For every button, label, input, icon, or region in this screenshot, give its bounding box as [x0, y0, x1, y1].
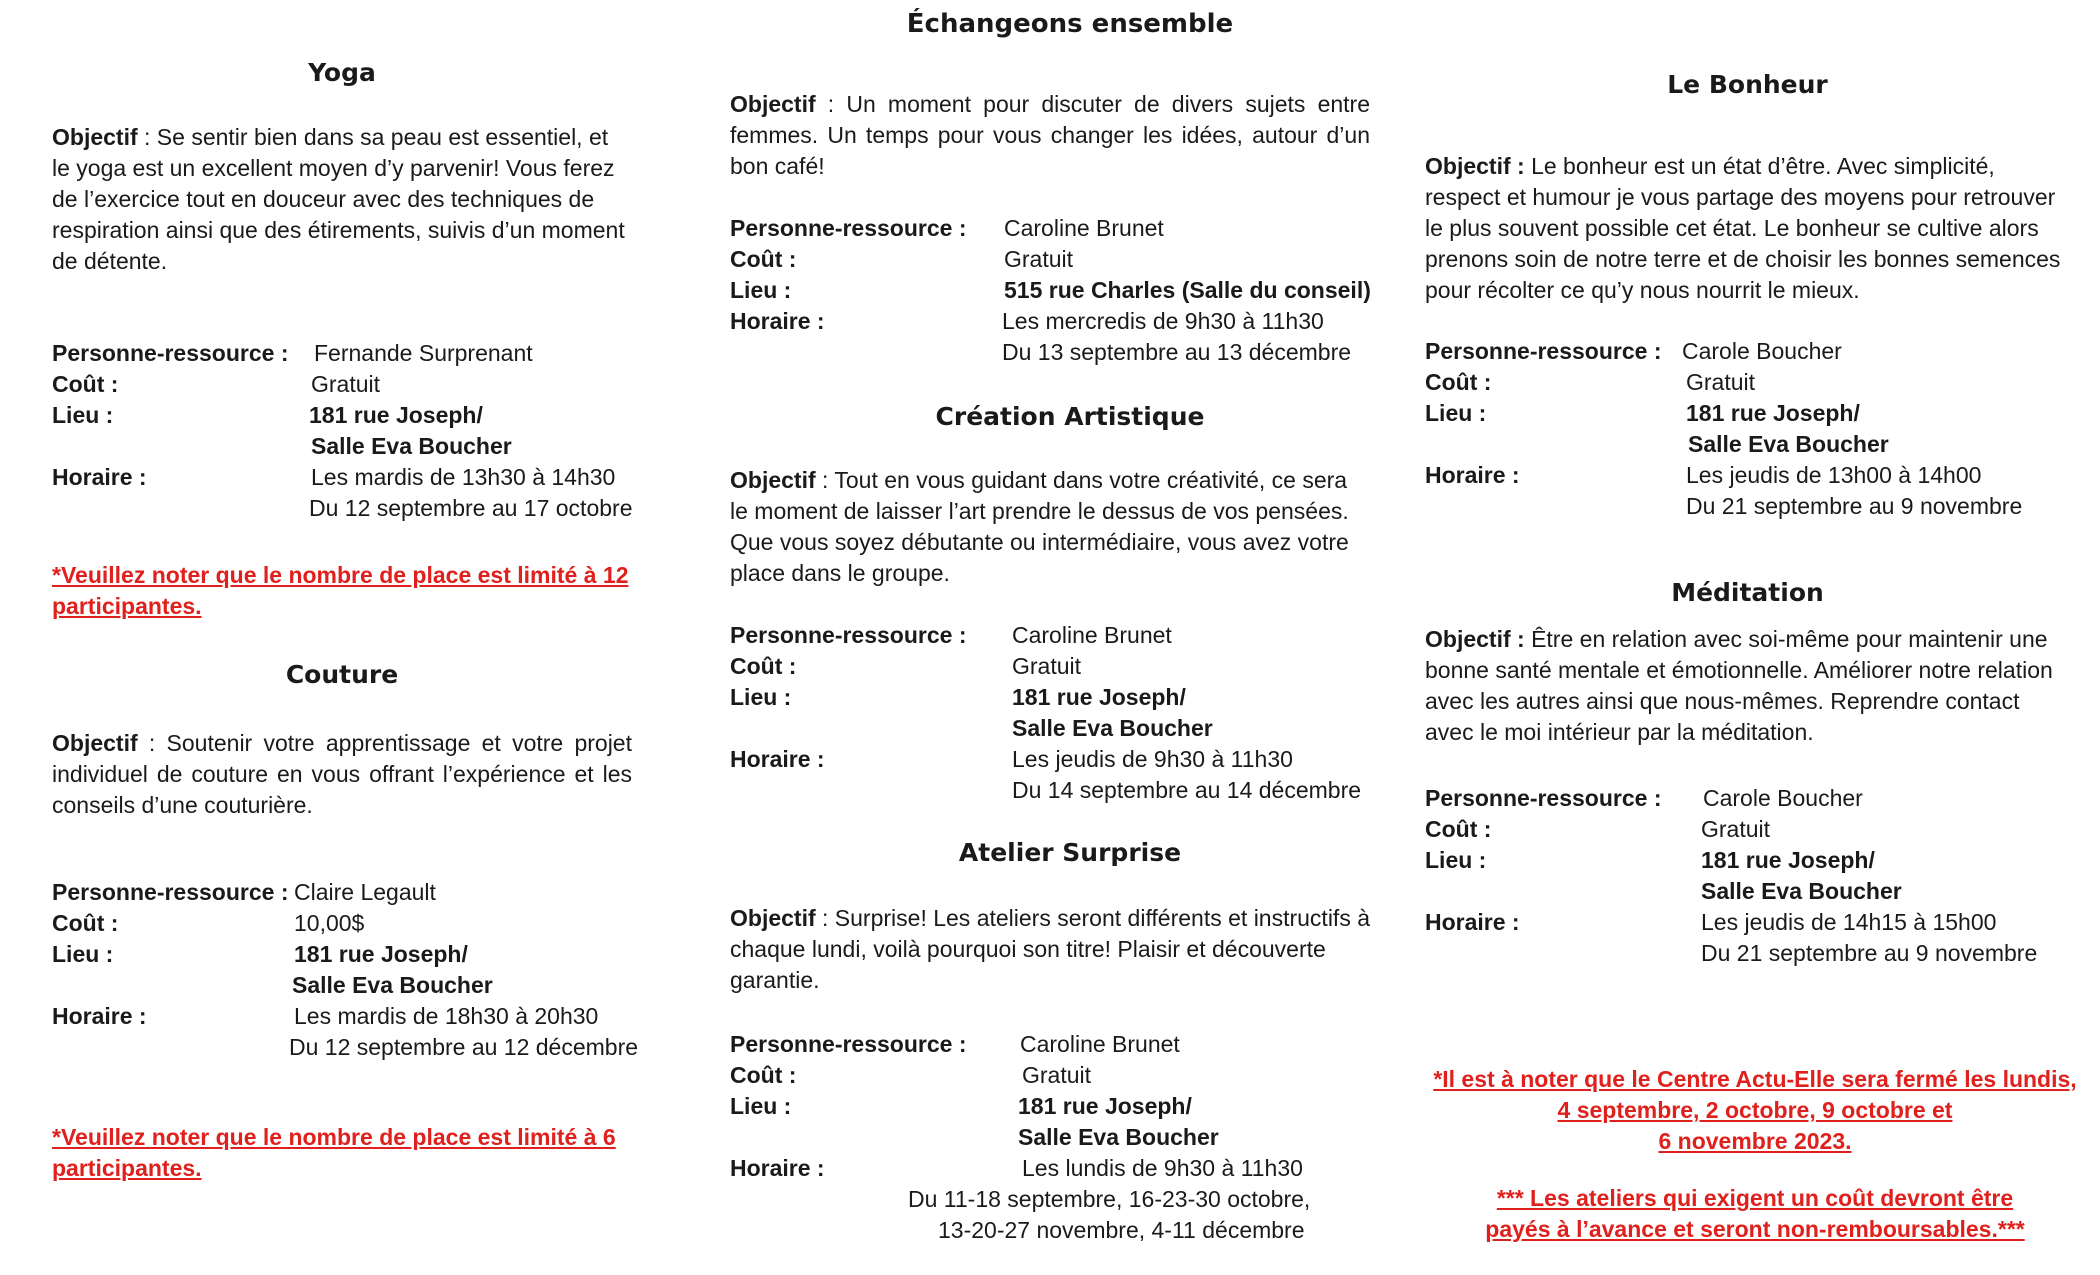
lieu-label: Lieu : [1425, 847, 1487, 873]
personne-label: Personne-ressource : [1425, 338, 1662, 364]
echangeons-personne: Caroline Brunet [1004, 215, 1164, 241]
surprise-objective [730, 903, 1370, 996]
horaire-label: Horaire : [730, 308, 825, 334]
bonheur-objective: Objectif : Le bonheur est un état d’être. Avec simplicité, respect et humour je vous partage des moyens pour retrouver le plus souvent possible cet état. Le bonheur se cultive alors prenons soin de notre terre et de choisir les bonnes semences pour récolter ce qu’y nous nourrit le mieux. [1425, 153, 2061, 303]
couture-horaire-1: Les mardis de 18h30 à 20h30 [294, 1003, 599, 1029]
creation-cout: Gratuit [1012, 653, 1082, 679]
yoga-objective-text: : Se sentir bien dans sa peau est essentiel, et le yoga est un excellent moyen d’y parvenir! Vous ferez de l’exercice tout en douceur avec des techniques de respiration ainsi que des étirements, suivis d’un moment de détente. [52, 124, 625, 274]
horaire-label: Horaire : [52, 1003, 147, 1029]
bonheur-horaire-2: Du 21 septembre au 9 novembre [1686, 493, 2023, 519]
couture-lieu-1: 181 rue Joseph/ [294, 941, 468, 967]
echangeons-lieu: 515 rue Charles (Salle du conseil) [1004, 277, 1371, 303]
echangeons-horaire-2: Du 13 septembre au 13 décembre [1002, 339, 1352, 365]
personne-label: Personne-ressource : [52, 340, 289, 366]
meditation-objective-text: Être en relation avec soi-même pour maintenir une bonne santé mentale et émotionnelle. Améliorer notre relation avec les autres ainsi que nous-mêmes. Reprendre contact avec le moi intérieur par la méditation. [1425, 626, 2053, 745]
cout-label: Coût : [730, 653, 797, 679]
closure-note [1425, 1064, 2085, 1157]
bonheur-title: Le Bonheur [1667, 70, 1828, 99]
echangeons-horaire-1: Les mercredis de 9h30 à 11h30 [1002, 308, 1324, 334]
cout-label: Coût : [52, 371, 119, 397]
bonheur-horaire-1: Les jeudis de 13h00 à 14h00 [1686, 462, 1982, 488]
couture-lieu-2: Salle Eva Boucher [292, 972, 493, 998]
yoga-cout: Gratuit [311, 371, 381, 397]
creation-lieu-1: 181 rue Joseph/ [1012, 684, 1186, 710]
echangeons-objective-text: : Un moment pour discuter de divers sujets entre femmes. Un temps pour vous changer les idées, autour d’un bon café! [730, 91, 1370, 179]
yoga-lieu-2: Salle Eva Boucher [311, 433, 512, 459]
echangeons-objective [730, 89, 1370, 182]
lieu-label: Lieu : [52, 941, 114, 967]
objective-label: Objectif [1425, 153, 1511, 179]
bonheur-lieu-2: Salle Eva Boucher [1688, 431, 1889, 457]
surprise-cout: Gratuit [1022, 1062, 1092, 1088]
creation-title: Création Artistique [935, 402, 1205, 431]
personne-label: Personne-ressource : [730, 1031, 967, 1057]
creation-objective [730, 465, 1370, 589]
objective-label: Objectif [730, 905, 816, 931]
yoga-note: *Veuillez noter que le nombre de place est limité à 12 participantes. [52, 562, 629, 619]
objective-label: Objectif [730, 467, 816, 493]
objective-label: Objectif [730, 91, 816, 117]
horaire-label: Horaire : [1425, 909, 1520, 935]
couture-title: Couture [285, 660, 399, 689]
cout-label: Coût : [730, 246, 797, 272]
yoga-title: Yoga [308, 58, 376, 87]
main-title: Échangeons ensemble [906, 9, 1234, 39]
lieu-label: Lieu : [730, 1093, 792, 1119]
closure-note-line-3: 6 novembre 2023. [1658, 1128, 1852, 1154]
surprise-objective-text: : Surprise! Les ateliers seront différents et instructifs à chaque lundi, voilà pourquoi son titre! Plaisir et découverte garantie. [730, 905, 1371, 993]
horaire-label: Horaire : [1425, 462, 1520, 488]
bonheur-lieu-1: 181 rue Joseph/ [1686, 400, 1860, 426]
surprise-horaire-2: Du 11-18 septembre, 16-23-30 octobre, [908, 1186, 1311, 1212]
surprise-lieu-2: Salle Eva Boucher [1018, 1124, 1219, 1150]
bonheur-personne: Carole Boucher [1682, 338, 1842, 364]
meditation-objective: Objectif : Être en relation avec soi-même pour maintenir une bonne santé mentale et émotionnelle. Améliorer notre relation avec les autres ainsi que nous-mêmes. Reprendre contact avec le moi intérieur par la méditation. [1425, 626, 2053, 745]
surprise-title: Atelier Surprise [958, 838, 1182, 867]
surprise-lieu-1: 181 rue Joseph/ [1018, 1093, 1192, 1119]
couture-objective-text: : Soutenir votre apprentissage et votre projet individuel de couture en vous offrant l’expérience et les conseils d’une couturière. [52, 730, 632, 818]
objective-label: Objectif [52, 124, 138, 150]
couture-cout: 10,00$ [294, 910, 365, 936]
creation-lieu-2: Salle Eva Boucher [1012, 715, 1213, 741]
creation-horaire-2: Du 14 septembre au 14 décembre [1012, 777, 1362, 803]
creation-objective-text: : Tout en vous guidant dans votre créativité, ce sera le moment de laisser l’art prendre le dessus de vos pensées. Que vous soyez débutante ou intermédiaire, vous avez votre place dans le groupe. [730, 467, 1349, 586]
meditation-horaire-1: Les jeudis de 14h15 à 15h00 [1701, 909, 1997, 935]
couture-personne: Claire Legault [294, 879, 436, 905]
personne-label: Personne-ressource : [52, 879, 289, 905]
meditation-personne: Carole Boucher [1703, 785, 1863, 811]
yoga-horaire-1: Les mardis de 13h30 à 14h30 [311, 464, 616, 490]
echangeons-cout: Gratuit [1004, 246, 1074, 272]
horaire-label: Horaire : [52, 464, 147, 490]
surprise-personne: Caroline Brunet [1020, 1031, 1180, 1057]
meditation-cout: Gratuit [1701, 816, 1771, 842]
cout-label: Coût : [730, 1062, 797, 1088]
meditation-lieu-2: Salle Eva Boucher [1701, 878, 1902, 904]
closure-note-line-2: 4 septembre, 2 octobre, 9 octobre et [1557, 1097, 1953, 1123]
yoga-personne: Fernande Surprenant [314, 340, 533, 366]
bonheur-objective-text: Le bonheur est un état d’être. Avec simplicité, respect et humour je vous partage des moyens pour retrouver le plus souvent possible cet état. Le bonheur se cultive alors prenons soin de notre terre et de choisir les bonnes semences pour récolter ce qu’y nous nourrit le mieux. [1425, 153, 2061, 303]
yoga-objective [52, 122, 632, 277]
yoga-lieu-1: 181 rue Joseph/ [309, 402, 483, 428]
couture-horaire-2: Du 12 septembre au 12 décembre [289, 1034, 639, 1060]
creation-horaire-1: Les jeudis de 9h30 à 11h30 [1012, 746, 1293, 772]
horaire-label: Horaire : [730, 746, 825, 772]
payment-note-line-1: *** Les ateliers qui exigent un coût devront être [1496, 1185, 2014, 1211]
horaire-label: Horaire : [730, 1155, 825, 1181]
couture-objective [52, 728, 632, 821]
bonheur-cout: Gratuit [1686, 369, 1756, 395]
surprise-horaire-1: Les lundis de 9h30 à 11h30 [1022, 1155, 1303, 1181]
meditation-horaire-2: Du 21 septembre au 9 novembre [1701, 940, 2038, 966]
lieu-label: Lieu : [730, 277, 792, 303]
creation-personne: Caroline Brunet [1012, 622, 1172, 648]
objective-label: Objectif [1425, 626, 1511, 652]
lieu-label: Lieu : [52, 402, 114, 428]
couture-note: *Veuillez noter que le nombre de place est limité à 6 participantes. [52, 1124, 616, 1181]
personne-label: Personne-ressource : [730, 622, 967, 648]
meditation-title: Méditation [1671, 578, 1824, 607]
lieu-label: Lieu : [1425, 400, 1487, 426]
cout-label: Coût : [52, 910, 119, 936]
meditation-lieu-1: 181 rue Joseph/ [1701, 847, 1875, 873]
payment-note [1425, 1183, 2085, 1245]
objective-label: Objectif [52, 730, 138, 756]
personne-label: Personne-ressource : [730, 215, 967, 241]
payment-note-line-2: payés à l’avance et seront non-remboursables.*** [1485, 1216, 2025, 1242]
cout-label: Coût : [1425, 816, 1492, 842]
surprise-horaire-3: 13-20-27 novembre, 4-11 décembre [938, 1217, 1305, 1243]
lieu-label: Lieu : [730, 684, 792, 710]
cout-label: Coût : [1425, 369, 1492, 395]
yoga-horaire-2: Du 12 septembre au 17 octobre [309, 495, 633, 521]
closure-note-line-1: *Il est à noter que le Centre Actu-Elle sera fermé les lundis, [1433, 1066, 2077, 1092]
personne-label: Personne-ressource : [1425, 785, 1662, 811]
